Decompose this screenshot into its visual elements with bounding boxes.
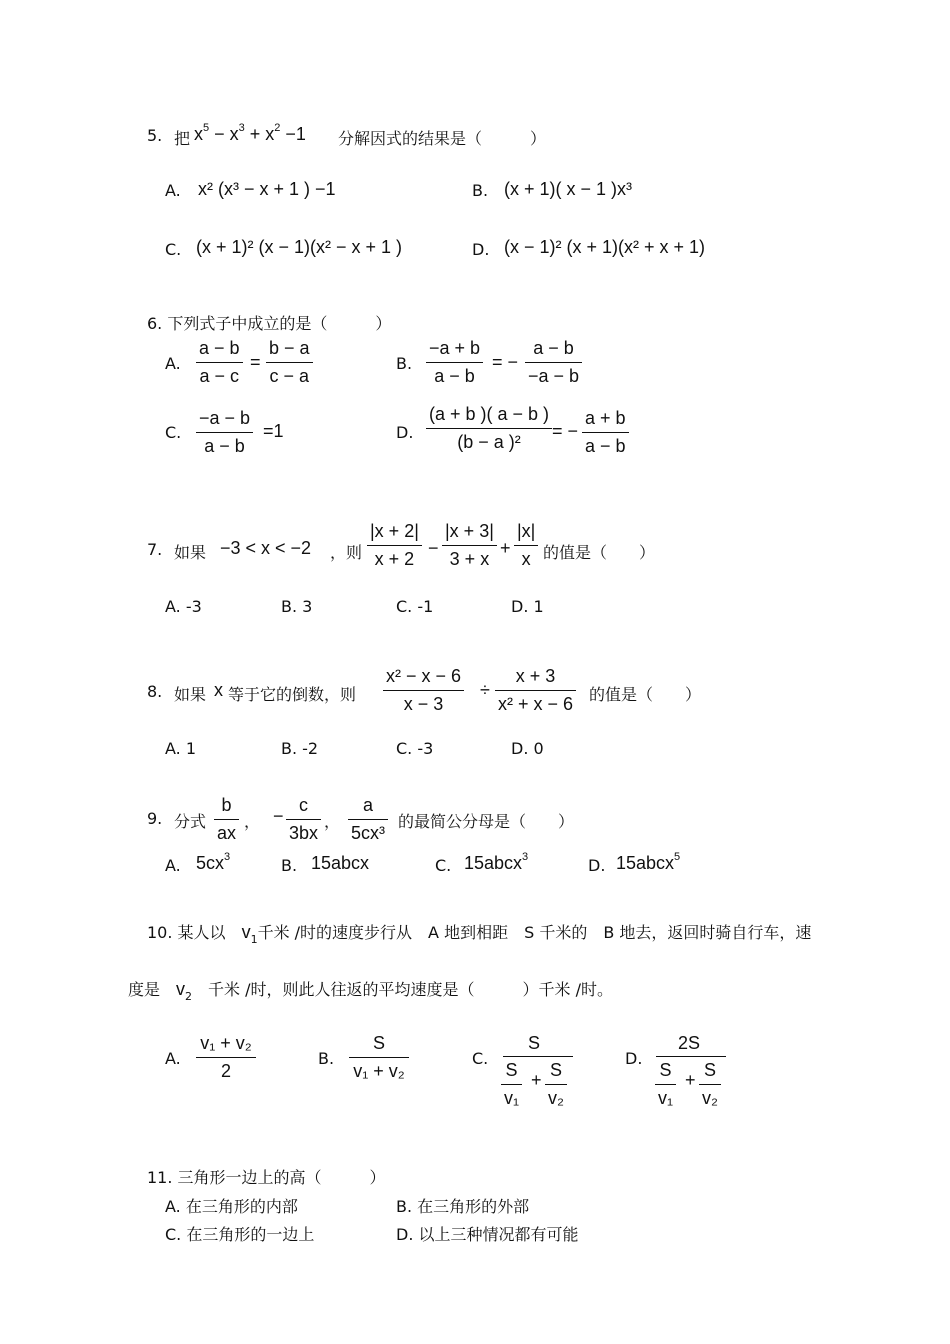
q6-option-d-label: D. xyxy=(396,423,414,442)
q5-option-c: (x + 1)² (x − 1)(x² − x + 1 ) xyxy=(196,237,403,257)
q6-option-a-label: A. xyxy=(165,354,181,373)
q10-a-fraction: v₁ + v₂ 2 xyxy=(196,1033,256,1082)
q6-b-fraction-right: a − b −a − b xyxy=(525,338,582,387)
q9-stem-tail: 的最简公分母是（ ） xyxy=(398,812,575,831)
q6-option-c-label: C. xyxy=(165,423,182,442)
q11-option-c: C. 在三角形的一边上 xyxy=(165,1225,315,1244)
q7-stem-tail: 的值是（ ） xyxy=(543,543,656,562)
q9-option-d: 15abcx$^5$ xyxy=(616,851,681,873)
q10-c-plus: + xyxy=(531,1070,542,1090)
q6-d-fraction-left: (a + b )( a − b ) (b − a )² xyxy=(426,404,552,453)
q9-option-b-label: B. xyxy=(281,856,298,875)
q5-stem-tail: 分解因式的结果是（ ） xyxy=(338,129,547,148)
q6-stem: 6. 下列式子中成立的是（ ） xyxy=(147,314,392,333)
q7-option-c: C. -1 xyxy=(396,597,434,616)
q10-d-plus: + xyxy=(685,1070,696,1090)
q9-number: 9. xyxy=(147,809,163,828)
q9-fraction-1: b ax xyxy=(214,795,239,844)
q5-option-b-label: B. xyxy=(472,181,489,200)
q8-option-a: A. 1 xyxy=(165,739,197,758)
q9-option-a-label: A. xyxy=(165,856,181,875)
q6-a-equals: = xyxy=(250,352,261,372)
q9-negative: − xyxy=(273,806,284,826)
q11-option-d: D. 以上三种情况都有可能 xyxy=(396,1225,579,1244)
q6-b-equals: = − xyxy=(492,352,519,372)
q5-expression: $x^5 - x^3 + x^2 -1$ xyxy=(194,122,306,144)
q7-plus: + xyxy=(500,538,511,558)
q5-option-d: (x − 1)² (x + 1)(x² + x + 1) xyxy=(504,237,706,257)
q10-line-1: 10. 某人以 $v_1$千米 /时的速度步行从 A 地到相距 S 千米的 B 地去，返回时骑自行车，速 xyxy=(147,922,812,946)
q10-c-numerator: S xyxy=(528,1033,541,1053)
q6-d-fraction-right: a + b a − b xyxy=(582,408,629,457)
q10-c-main-bar xyxy=(503,1056,573,1057)
q5-option-a: x² (x³ − x + 1 ) −1 xyxy=(198,179,336,199)
q11-option-a: A. 在三角形的内部 xyxy=(165,1197,298,1216)
q5-number: 5. xyxy=(147,126,163,145)
q8-variable: x xyxy=(214,680,223,700)
q8-divide: ÷ xyxy=(480,680,490,700)
q8-stem-tail: 的值是（ ） xyxy=(589,685,702,704)
q7-option-b: B. 3 xyxy=(281,597,313,616)
q7-lead: 如果 xyxy=(174,543,207,562)
q8-fraction-2: x + 3 x² + x − 6 xyxy=(495,666,576,715)
q7-comma: ，则 xyxy=(330,543,363,562)
q7-fraction-3: |x| x xyxy=(514,521,538,570)
q8-number: 8. xyxy=(147,682,163,701)
q8-option-d: D. 0 xyxy=(511,739,544,758)
q6-a-fraction-left: a − b a − c xyxy=(196,338,243,387)
q7-fraction-2: |x + 3| 3 + x xyxy=(442,521,497,570)
q9-lead: 分式 xyxy=(174,812,207,831)
q6-c-equals: =1 xyxy=(263,421,284,441)
q5-option-c-label: C. xyxy=(165,240,182,259)
q7-condition: −3 < x < −2 xyxy=(220,538,312,558)
q11-stem: 11. 三角形一边上的高（ ） xyxy=(147,1168,386,1187)
q10-b-fraction: S v₁ + v₂ xyxy=(349,1033,409,1082)
q7-option-d: D. 1 xyxy=(511,597,544,616)
q6-d-equals: = − xyxy=(552,421,579,441)
q6-a-fraction-right: b − a c − a xyxy=(266,338,313,387)
q10-c-sub-fraction-1: S v₁ xyxy=(501,1060,522,1109)
q8-fraction-1: x² − x − 6 x − 3 xyxy=(383,666,464,715)
q10-d-main-bar xyxy=(656,1056,726,1057)
q11-option-b: B. 在三角形的外部 xyxy=(396,1197,530,1216)
q10-option-a-label: A. xyxy=(165,1049,181,1068)
q10-d-sub-fraction-2: S v₂ xyxy=(699,1060,721,1109)
q9-fraction-2: c 3bx xyxy=(286,795,321,844)
q8-option-c: C. -3 xyxy=(396,739,434,758)
q9-option-c-label: C. xyxy=(435,856,452,875)
q6-option-b-label: B. xyxy=(396,354,413,373)
q5-lead: 把 xyxy=(174,129,191,148)
q6-c-fraction: −a − b a − b xyxy=(196,408,253,457)
q7-fraction-1: |x + 2| x + 2 xyxy=(367,521,422,570)
q8-middle: 等于它的倒数，则 xyxy=(228,685,357,704)
q9-separator-1: ， xyxy=(244,812,261,831)
q8-option-b: B. -2 xyxy=(281,739,319,758)
q6-b-fraction-left: −a + b a − b xyxy=(426,338,483,387)
q7-number: 7. xyxy=(147,540,163,559)
q9-separator-2: ， xyxy=(324,812,341,831)
q10-d-sub-fraction-1: S v₁ xyxy=(655,1060,676,1109)
q7-minus: − xyxy=(428,538,439,558)
q10-c-sub-fraction-2: S v₂ xyxy=(545,1060,567,1109)
q5-option-b: (x + 1)( x − 1 )x³ xyxy=(504,179,633,199)
q10-option-b-label: B. xyxy=(318,1049,335,1068)
q7-option-a: A. -3 xyxy=(165,597,202,616)
q9-option-c: 15abcx$^3$ xyxy=(464,851,529,873)
q9-option-b: 15abcx xyxy=(311,853,370,873)
q10-option-c-label: C. xyxy=(472,1049,489,1068)
q9-option-d-label: D. xyxy=(588,856,606,875)
q9-option-a: $5cx^3$ xyxy=(196,851,231,873)
q10-line-2: 度是 $v_2$ 千米 /时，则此人往返的平均速度是（ ）千米 /时。 xyxy=(128,979,614,1003)
q5-option-d-label: D. xyxy=(472,240,490,259)
q8-lead: 如果 xyxy=(174,685,207,704)
q5-option-a-label: A. xyxy=(165,181,181,200)
q10-option-d-label: D. xyxy=(625,1049,643,1068)
q10-d-numerator: 2S xyxy=(678,1033,701,1053)
q9-fraction-3: a 5cx³ xyxy=(348,795,388,844)
